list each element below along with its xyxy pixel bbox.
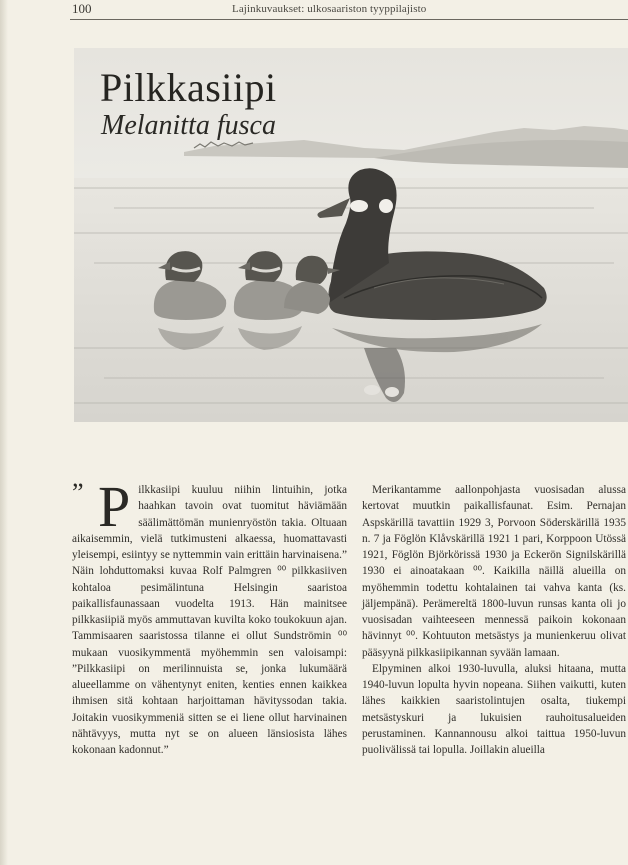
text-column-right <box>362 482 626 758</box>
paragraph-left-body: ilkkasiipi kuuluu niihin lintuihin, jotka haahkan tavoin ovat tuomitut häviämään säälimättömän munienryöstön takia. Oltuaan aikaisemmin, vielä tutkimusteni alkaessa, huomattavasti yleisempi, esiintyy se nyttemmin vain erittäin harvinaisena.” Näin lohduttomaksi kuvaa Rolf Palmgren ⁰⁰ pilkkasiiven kohtaloa pesimälintuna Helsingin saaristoa paikallisfaunassaan vuodelta 1913. Hän mainitsee pilkkasiipiä myös ammuttavan kuvilta koko toukokuun ajan. Tammisaaren saaristossa tilanne ei ollut Sundströmin ⁰⁰ mukaan vuosikymmentä myöhemmin sen valoisampi: ”Pilkkasiipi on merilinnuista se, jonka lukumäärä alueellamme on vähentynyt eniten, kenties ennen kaikkea ihmisen sitä kohtaan harjoittaman hävityssodan takia. Joitakin vuosikymmeniä sitten se ei liene ollut harvinainen nähtävyys, mutta nyt se on alueen länsiosista lähes kokonaan kadonnut.” <box>72 484 347 756</box>
species-title: Pilkkasiipi <box>100 65 277 110</box>
drop-cap: P <box>98 474 131 539</box>
paragraph-left <box>72 474 347 758</box>
page-header <box>0 0 628 22</box>
paragraph-right-1: Merikantamme aallonpohjasta vuosisadan alussa kertovat muutkin paikallisfaunat. Esim. Pernajan Aspskärillä tavattiin 1929 3, Porvoon Söderskärillä 1935 n. 7 ja Föglön Klåvskärillä 1921 1 pari, Korppoon Utössä 1921, Föglön Björkörissä 1930 ja Eckerön Signilskärillä 1930 ei ainoatakaan ⁰⁰. Kaikilla näillä alueilla on myöhemmin todettu kohtalainen tai vahva kanta (ks. jäljempänä). Perämereltä 1800-luvun runsas kanta oli jo vuosisadan vaihteeseen mennessä paikoin kokonaan hävinnyt ⁰⁰. Kohtuuton metsästys ja munienkeruu olivat pääsyynä pilkkasiipikannan syvään lamaan. <box>362 484 626 659</box>
scientific-name: Melanitta fusca <box>101 110 276 141</box>
paragraph-right-2: Elpyminen alkoi 1930-luvulla, aluksi hitaana, mutta 1940-luvun lopulta hyvin nopeana. Siihen vaikutti, kuten lähes kaikkien saaristolintujen osalta, tiukempi metsästyskuri ja lukuisien rauhoitusalueiden perustaminen. Kannannousu alkoi taittua 1950-luvun puolivälissä tai lopulla. Joillakin alueilla <box>362 662 626 756</box>
running-head: Lajinkuvaukset: ulkosaariston tyyppilajisto <box>232 3 427 15</box>
page-number: 100 <box>72 1 92 16</box>
text-column-left <box>72 474 347 758</box>
page-edge-shadow <box>0 0 8 865</box>
opening-quote: ” <box>72 478 82 507</box>
header-rule <box>70 19 628 20</box>
